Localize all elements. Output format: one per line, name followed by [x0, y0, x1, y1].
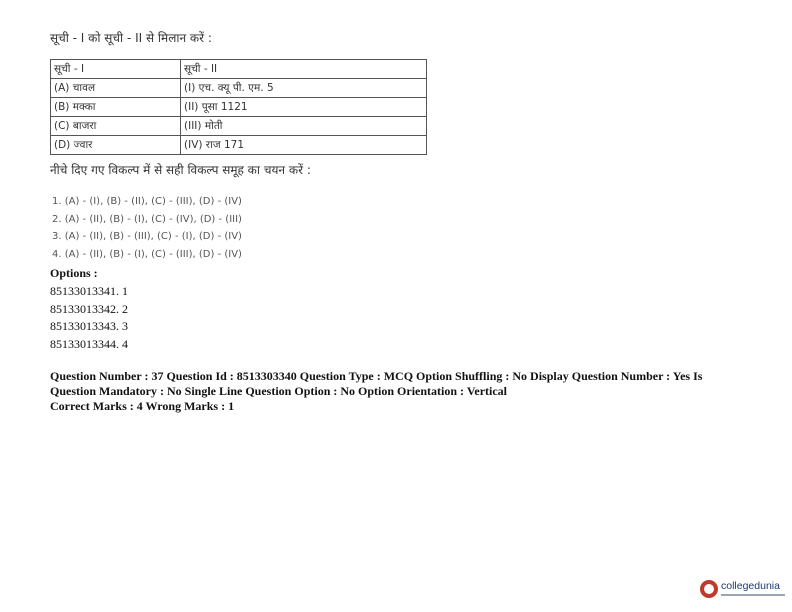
- option-id: 85133013344. 4: [50, 336, 128, 351]
- table-header-list-2: सूची - II: [181, 60, 427, 79]
- answer-choice: 3. (A) - (II), (B) - (III), (C) - (I), (D) - (IV): [52, 231, 242, 242]
- question-metadata: [50, 369, 740, 414]
- match-table: [50, 59, 427, 155]
- table-cell: (A) चावल: [51, 79, 181, 98]
- option-id-list: [50, 283, 128, 353]
- answer-choice: 2. (A) - (II), (B) - (I), (C) - (IV), (D) - (III): [52, 213, 242, 225]
- question-heading: सूची - I को सूची - II से मिलान करें :: [50, 31, 212, 45]
- table-cell: (III) मोती: [181, 117, 427, 136]
- option-id: 85133013343. 3: [50, 319, 128, 333]
- table-header-list-1: सूची - I: [51, 60, 181, 79]
- table-row: [51, 98, 427, 117]
- options-label: Options :: [50, 266, 98, 280]
- answer-choices: [52, 193, 242, 263]
- brand-logo: [700, 578, 786, 608]
- table-cell: (I) एच. क्यू पी. एम. 5: [181, 79, 427, 98]
- table-cell: (II) पूसा 1121: [181, 98, 427, 117]
- question-meta-line: Question Number : 37 Question Id : 8513303340 Question Type : MCQ Option Shuffling : No Display Question Number : Yes Is Question Mandatory : No Single Line Question Option : No Option Orientation : Vertical: [50, 369, 703, 398]
- table-row: [51, 136, 427, 155]
- question-instruction: नीचे दिए गए विकल्प में से सही विकल्प समूह का चयन करें :: [50, 163, 311, 177]
- table-cell: (C) बाजरा: [51, 117, 181, 136]
- option-id: 85133013342. 2: [50, 301, 128, 316]
- table-cell: (D) ज्वार: [51, 136, 181, 155]
- brand-name: collegedunia: [721, 580, 780, 592]
- table-cell: (IV) राज 171: [181, 136, 427, 155]
- brand-tagline: [721, 594, 785, 596]
- answer-choice: 4. (A) - (II), (B) - (I), (C) - (III), (D) - (IV): [52, 248, 242, 260]
- graduation-cap-icon: [700, 580, 718, 598]
- table-row: [51, 79, 427, 98]
- answer-choice: 1. (A) - (I), (B) - (II), (C) - (III), (D) - (IV): [52, 196, 242, 207]
- table-header-row: [51, 60, 427, 79]
- marks-line: Correct Marks : 4 Wrong Marks : 1: [50, 399, 235, 413]
- table-cell: (B) मक्का: [51, 98, 181, 117]
- option-id: 85133013341. 1: [50, 284, 128, 298]
- table-row: [51, 117, 427, 136]
